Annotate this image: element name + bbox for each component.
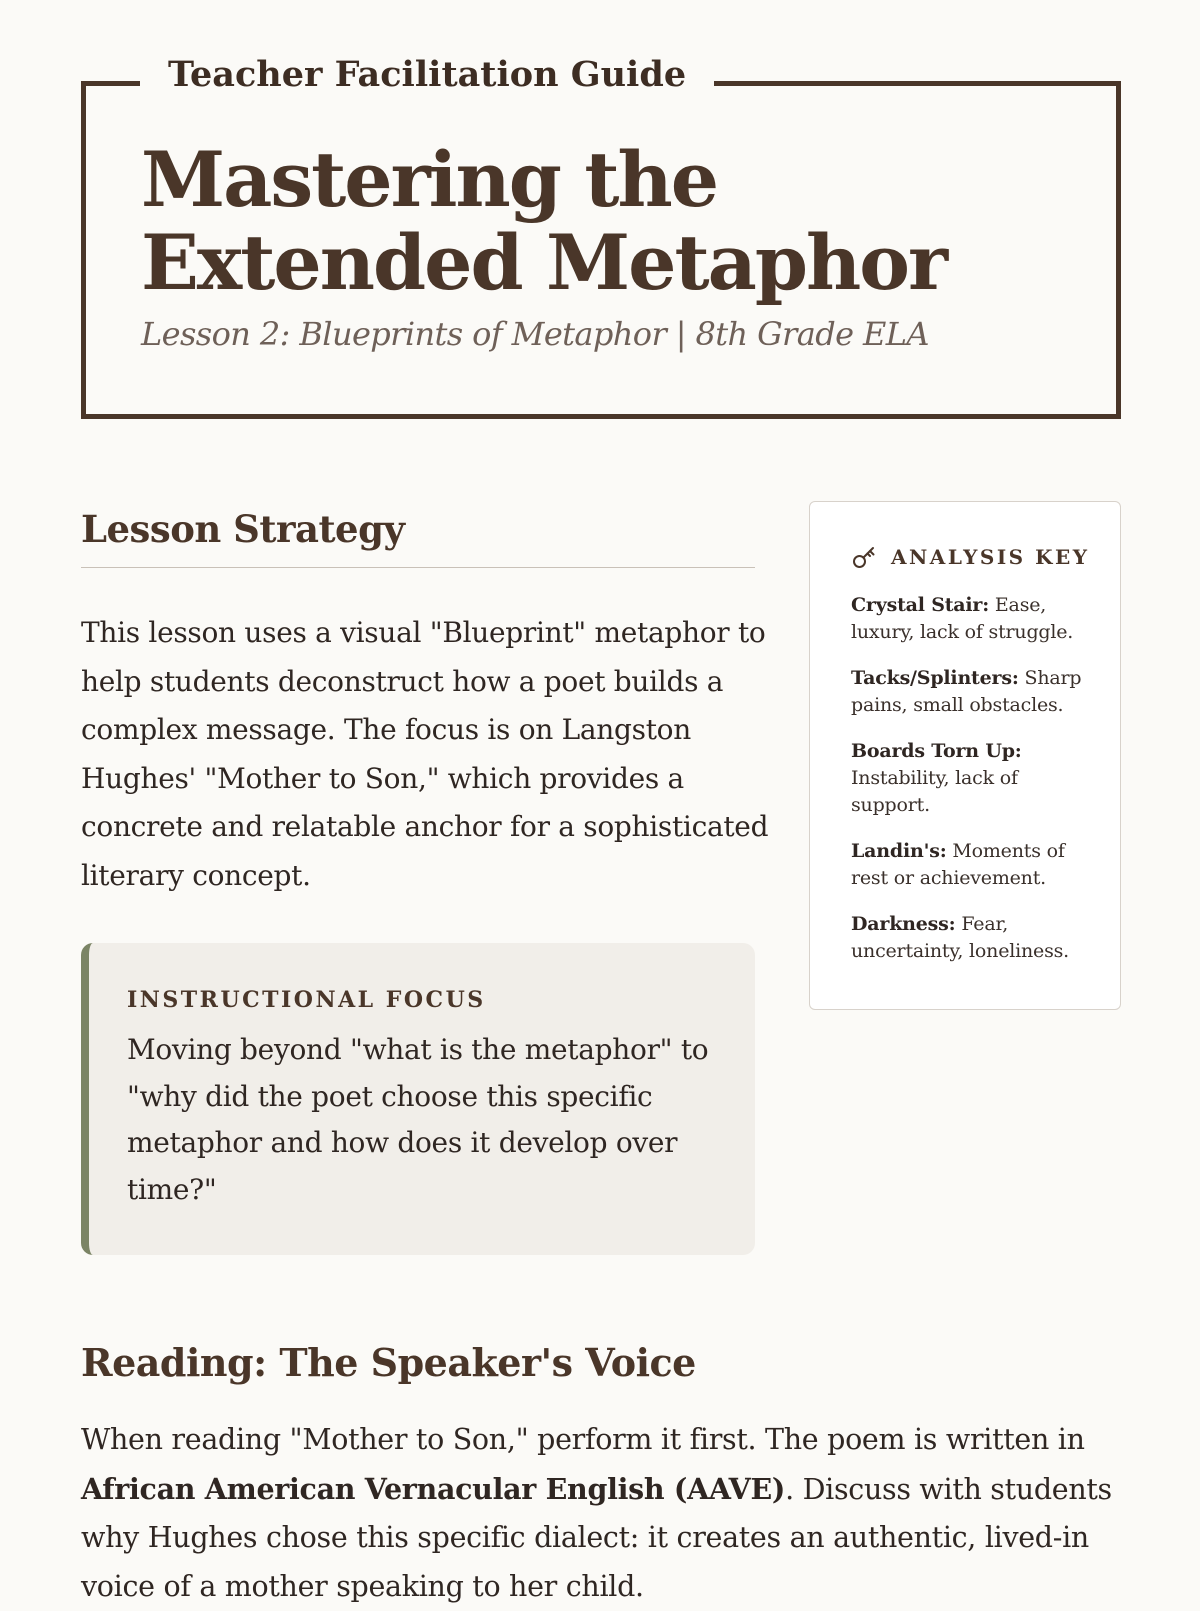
- key-meaning: Ease, luxury, lack of struggle.: [851, 594, 1074, 643]
- key-term: Crystal Stair:: [851, 594, 990, 616]
- reading-text-end: . Discuss with students why Hughes chose this specific dialect: it creates an authentic, lived-in voice of a mother speaking to her child.: [81, 1472, 1112, 1603]
- instructional-focus-text: Moving beyond "what is the metaphor" to "why did the poet choose this specific metaphor and how does it develop over time?": [127, 1033, 709, 1206]
- guide-label: Teacher Facilitation Guide: [140, 52, 714, 98]
- lesson-strategy-text: This lesson uses a visual "Blueprint" metaphor to help students deconstruct how a poet builds a complex message. The focus is on Langston Hughes' "Mother to Son," which provides a concrete and relatable anchor for a sophisticated literary concept.: [81, 616, 769, 892]
- key-item: [851, 911, 1100, 965]
- key-meaning: Instability, lack of support.: [851, 767, 1018, 816]
- key-term: Boards Torn Up:: [851, 740, 1022, 762]
- key-term: Darkness:: [851, 913, 956, 935]
- analysis-key-header: [851, 540, 1100, 574]
- heading-divider: [81, 567, 755, 568]
- instructional-focus-label: INSTRUCTIONAL FOCUS: [127, 987, 486, 1013]
- page-subtitle: Lesson 2: Blueprints of Metaphor | 8th Grade ELA: [141, 315, 929, 353]
- key-meaning: Sharp pains, small obstacles.: [851, 667, 1082, 716]
- key-item: [851, 592, 1100, 646]
- analysis-key-title: ANALYSIS KEY: [891, 545, 1090, 569]
- reading-text: [81, 1416, 1141, 1611]
- instructional-focus-callout: [81, 943, 755, 1255]
- key-meaning: Moments of rest or achievement.: [851, 840, 1065, 889]
- reading-text-start: When reading "Mother to Son," perform it first. The poem is written in: [81, 1423, 1085, 1456]
- key-item: [851, 738, 1100, 819]
- reading-heading: Reading: The Speaker's Voice: [81, 1340, 696, 1385]
- key-item: [851, 665, 1100, 719]
- key-icon: [851, 543, 879, 571]
- reading-text-emphasis: African American Vernacular English (AAVE): [81, 1471, 786, 1506]
- key-meaning: Fear, uncertainty, loneliness.: [851, 913, 1070, 962]
- lesson-strategy-heading: Lesson Strategy: [81, 507, 405, 551]
- key-item: [851, 838, 1100, 892]
- analysis-key-card: [809, 501, 1121, 1010]
- page-title: Mastering the Extended Metaphor: [141, 135, 947, 307]
- key-term: Landin's:: [851, 840, 947, 862]
- key-term: Tacks/Splinters:: [851, 667, 1019, 689]
